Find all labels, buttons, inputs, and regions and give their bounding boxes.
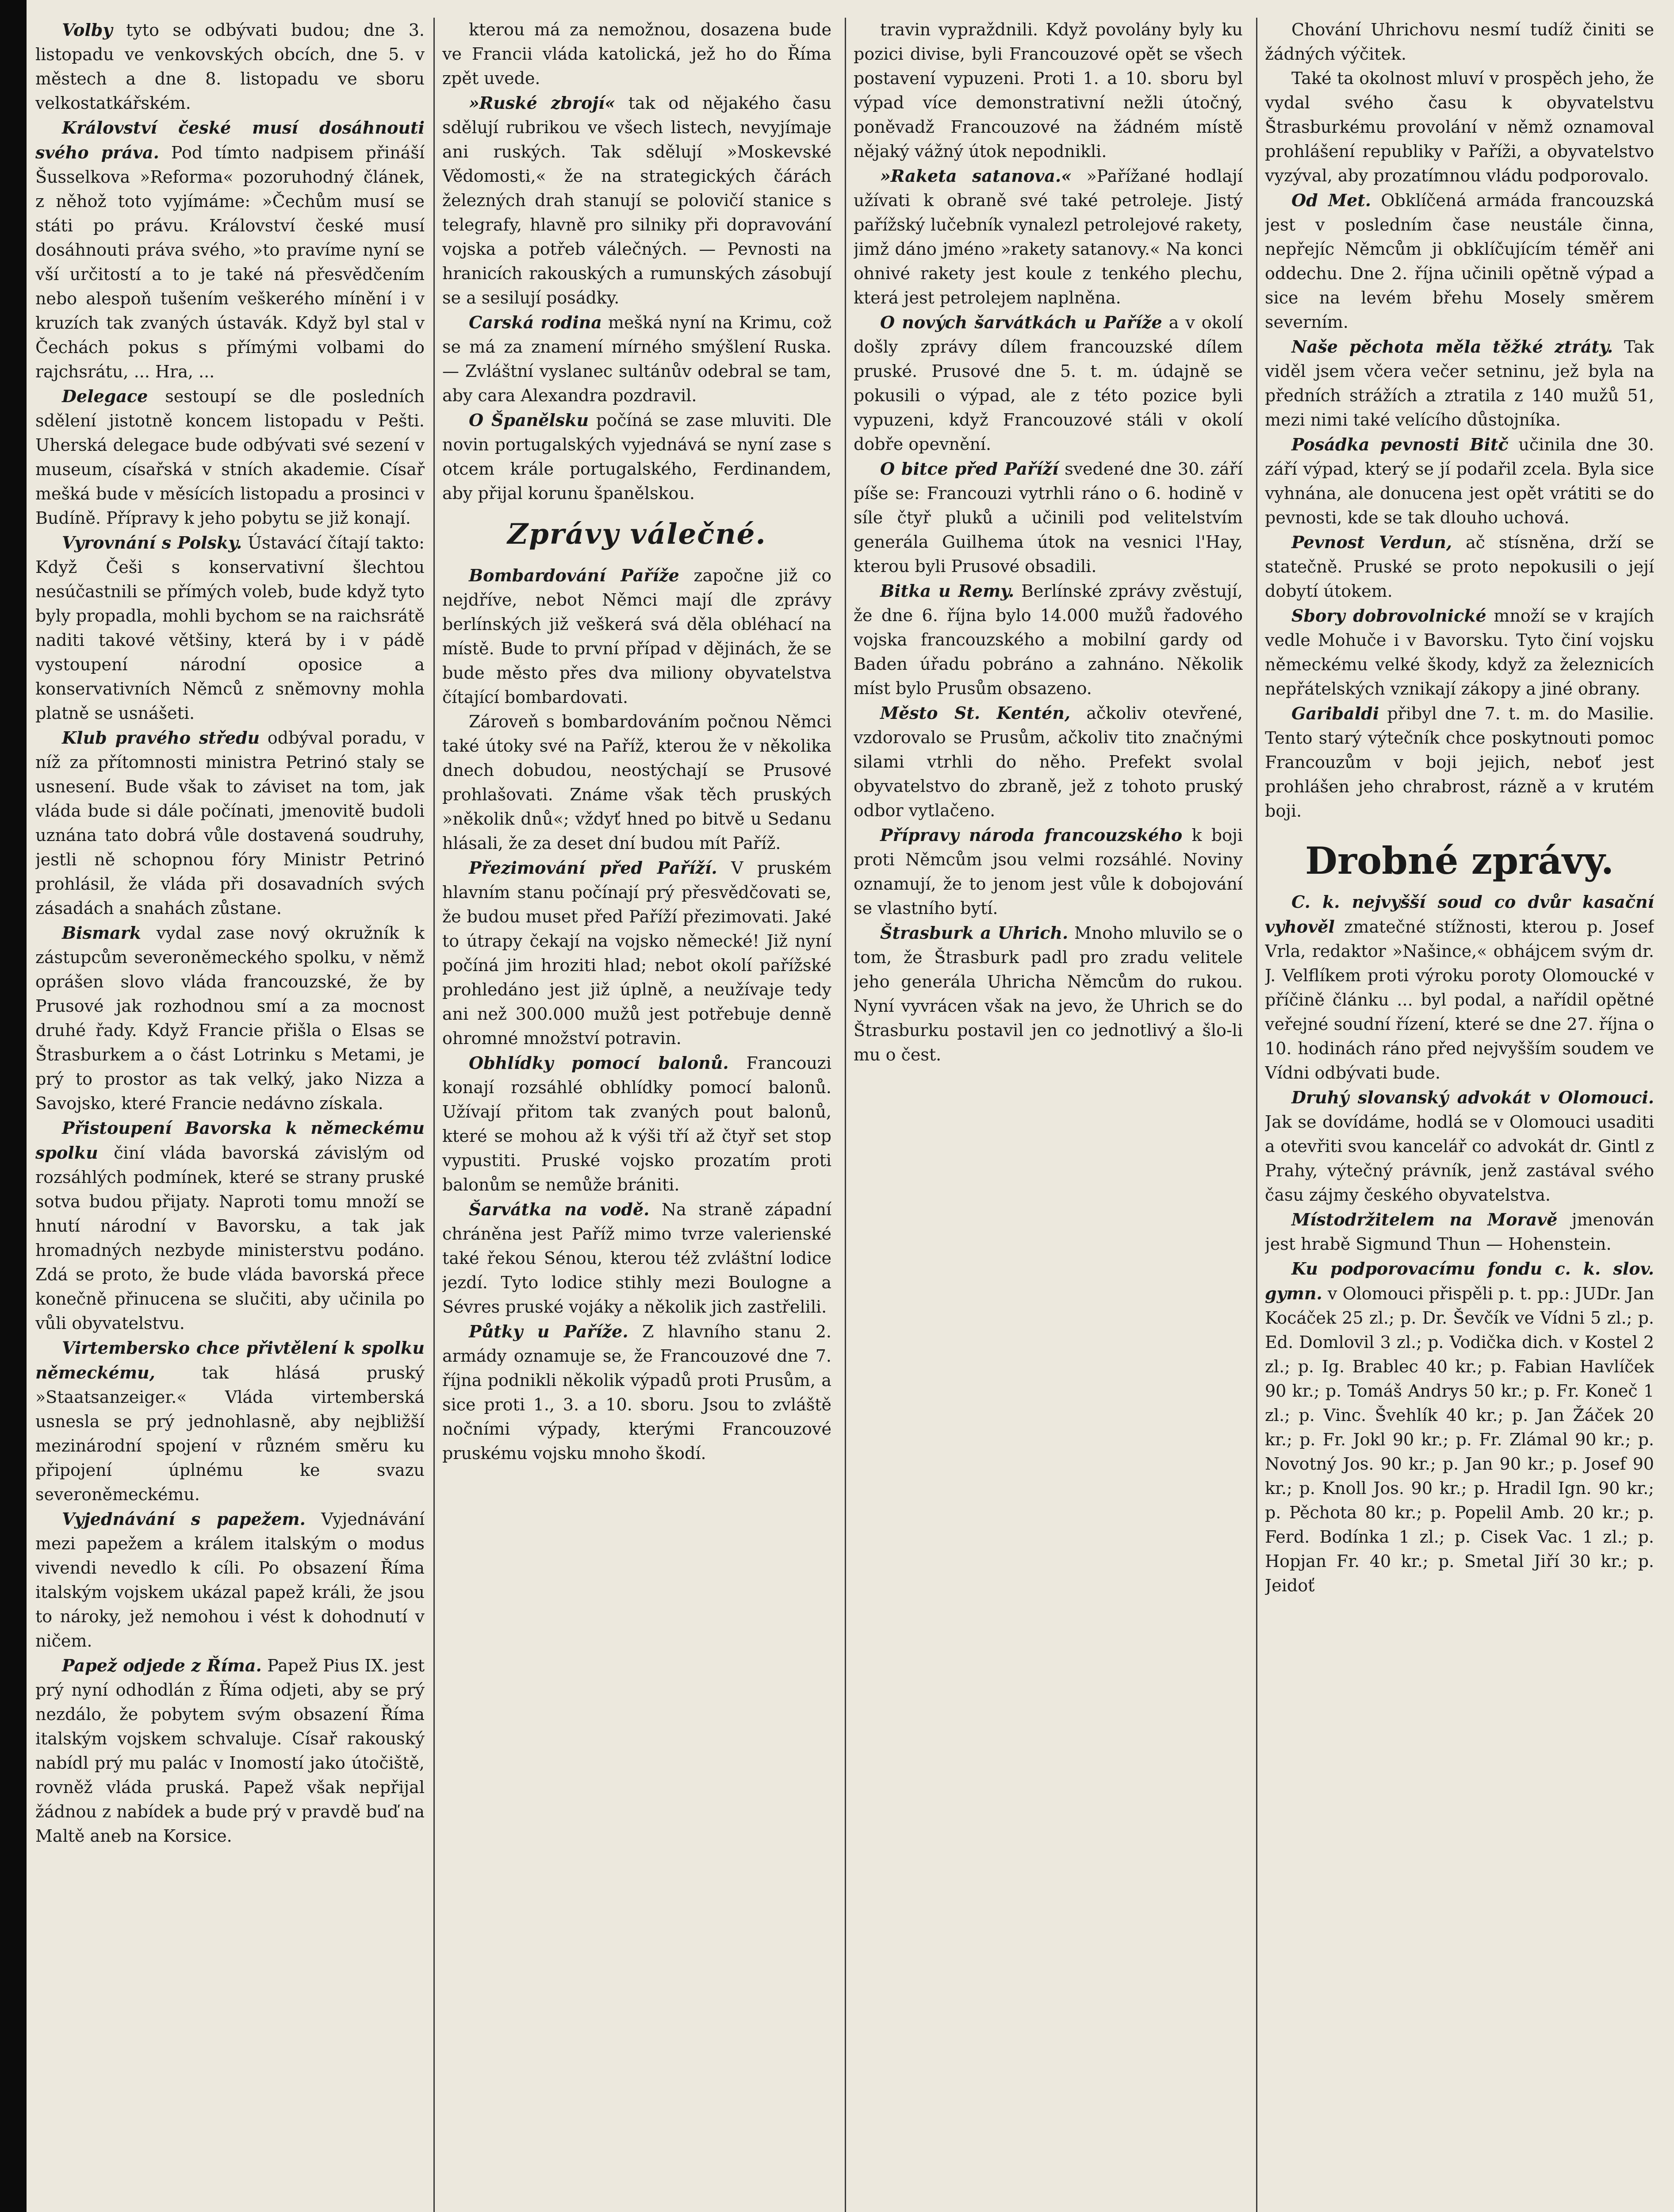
article-text: Z hlavního stanu 2. armády oznamuje se, že Francouzové dne 7. října podnikli několik výpadů proti Prusům, a sice proti 1., 3. a 10. sboru. Jsou to zvláště nočními výpady, kterými Francouzové pruskému vojsku mnoho škodí. xyxy=(442,1322,831,1463)
article-paragraph xyxy=(35,1336,425,1507)
article-paragraph xyxy=(35,1116,425,1336)
article-text: zmatečné stížnosti, kterou p. Josef Vrla, redaktor »Našince,« obhájcem svým dr. J. Velflíkem proti výroku poroty Olomoucké v příčině článku ... byl podal, a nařídil opětné veřejné soudní řízení, které se dne 27. října o 10. hodinách ráno před nejvyšším soudem ve Vídni odbývati bude. xyxy=(1265,917,1654,1083)
article-text: odbýval poradu, v níž za přítomnosti ministra Petrinó staly se usnesení. Bude však to záviset na tom, jak vláda bude si dále počínati, jmenovitě budoli uznána tato dobrá vůle dostavená soudruhy, jestli ně schopnou fóry Ministr Petrinó prohlásil, že vláda při dosavadních svých zásadách a snahách zůstane. xyxy=(35,728,425,918)
article-text: činí vláda bavorská závislým od rozsáhlých podmínek, které se strany pruské sotva budou přijaty. Naproti tomu množí se hnutí národní v Bavorsku, a tak jak hromadných nezbyde ministerstvu podáno. Zdá se proto, že bude vláda bavorská přece konečně přinucena se slučiti, aby učinila po vůli obyvatelstvu. xyxy=(35,1143,425,1333)
article-paragraph xyxy=(442,710,831,856)
article-paragraph xyxy=(442,1197,831,1319)
article-lead: Delegace xyxy=(62,386,148,406)
article-paragraph xyxy=(442,856,831,1051)
article-paragraph xyxy=(442,18,831,91)
article-lead: O bitce před Paříží xyxy=(880,459,1059,479)
article-paragraph xyxy=(442,1319,831,1466)
article-lead: Šarvátka na vodě. xyxy=(469,1199,650,1219)
section-heading: Drobné zprávy. xyxy=(1305,839,1614,883)
article-paragraph xyxy=(35,530,425,726)
article-paragraph xyxy=(1265,334,1654,432)
article-lead: Posádka pevnosti Bitč xyxy=(1291,434,1509,454)
article-text: počíná se zase mluviti. Dle novin portugalských vyjednává se nyní zase s otcem krále portugalského, Ferdinandem, aby přijal korunu španělskou. xyxy=(442,411,831,503)
article-text: Papež Pius IX. jest prý nyní odhodlán z Říma odjeti, aby se prý nezdálo, že pobytem svým obsazení Říma italským vojskem schvaluje. Císař rakouský nabídl prý mu palác v Inomostí jako útočiště, rovněž vláda pruská. Papež však nepřijal žádnou z nabídek a bude prý v pravdě buď na Maltě aneb na Korsice. xyxy=(35,1656,425,1846)
article-lead: Druhý slovanský advokát v Olomouci. xyxy=(1291,1087,1654,1107)
article-paragraph xyxy=(854,701,1243,823)
article-text: množí se v krajích vedle Mohuče i v Bavorsku. Tyto činí vojsku německému velké škody, když za železnicích nepřátelských vznikají zákopy a jiné obrany. xyxy=(1265,606,1654,699)
article-text: ačkoliv otevřené, vzdorovalo se Prusům, ačkoliv tito značnými silami vtrhli do něho. Prefekt svolal obyvatelstvo do zbraně, jež z tohoto pruský odbor vytlačeno. xyxy=(854,703,1243,820)
article-paragraph xyxy=(1265,603,1654,701)
article-text: jmenován jest hrabě Sigmund Thun — Hohenstein. xyxy=(1265,1210,1654,1254)
article-lead: C. k. nejvyšší soud co dvůr kasační vyhověl xyxy=(1265,892,1654,937)
article-lead: O nových šarvátkách u Paříže xyxy=(880,312,1162,332)
article-text: kterou má za nemožnou, dosazena bude ve Francii vláda katolická, jež ho do Říma zpět uvede. xyxy=(442,20,831,88)
column-rule xyxy=(1256,18,1257,2212)
article-lead: Virtembersko chce přivtělení k spolku německému, xyxy=(35,1338,425,1382)
section-heading: Zprávy válečné. xyxy=(507,518,766,551)
article-text: Chování Uhrichovu nesmí tudíž činiti se žádných výčitek. xyxy=(1265,20,1654,64)
article-paragraph xyxy=(854,457,1243,579)
column-rule xyxy=(845,18,846,2212)
article-paragraph xyxy=(1265,188,1654,334)
article-text: vydal zase nový okružník k zástupcům severoněmeckého spolku, v němž oprášen slovo vláda francouzské, že by Prusové jak rozhodnou smí a za mocnost druhé řady. Když Francie přišla o Elsas se Štrasburkem a o část Lotrinku s Metami, je prý to prostor as tak velký, jako Nizza a Savojsko, které Francie nedávno získala. xyxy=(35,923,425,1113)
article-text: učinila dne 30. září výpad, který se jí podařil zcela. Byla sice vyhnána, ale donucena jest opět vrátiti se do pevnosti, kde se tak dlouho uchová. xyxy=(1265,435,1654,527)
article-paragraph xyxy=(35,1653,425,1848)
article-lead: Město St. Kentén, xyxy=(880,703,1071,723)
article-paragraph xyxy=(1265,1207,1654,1256)
article-paragraph xyxy=(1265,66,1654,188)
article-lead: Klub pravého středu xyxy=(62,728,260,748)
article-paragraph xyxy=(854,18,1243,164)
article-text: ač stísněna, drží se statečně. Pruské se proto nepokusili o její dobytí útokem. xyxy=(1265,533,1654,601)
article-lead: Naše pěchota měla těžké ztráty. xyxy=(1291,337,1613,357)
article-paragraph xyxy=(35,921,425,1116)
article-lead: Ku podporovacímu fondu c. k. slov. gymn. xyxy=(1265,1259,1654,1303)
article-paragraph xyxy=(1265,18,1654,66)
article-text: Zároveň s bombardováním počnou Němci také útoky své na Paříž, kterou že v několika dnech dobudou, neostýchají se Prusové prohlašovati. Známe však těch pruských »několik dnů«; vždyť hned po bitvě u Sedanu hlásali, že za deset dní budou mít Paříž. xyxy=(442,712,831,853)
article-text: Obklíčená armáda francouzská jest v posledním čase neustále činna, nepřejíc Němcům ji obklíčujícím téměř ani oddechu. Dne 2. října učinili opětně výpad a sice na levém břehu Mosely směrem severním. xyxy=(1265,191,1654,332)
article-text: Mnoho mluvilo se o tom, že Štrasburk padl pro zradu velitele jeho generála Uhricha Němcům do rukou. Nyní vyvrácen však na jevo, že Uhrich se do Štrasburku postavil jen co jednotlivý a šlo-li mu o čest. xyxy=(854,923,1243,1064)
article-paragraph xyxy=(854,164,1243,310)
article-text: tak hlásá pruský »Staatsanzeiger.« Vláda virtemberská usnesla se prý jednohlasně, aby nejbližší mezinárodní spojení v různém směru ku připojení úplnému ke svazu severoněmeckému. xyxy=(35,1363,425,1504)
article-lead: Sbory dobrovolnické xyxy=(1291,606,1486,626)
article-lead: Království české musí dosáhnouti svého práva. xyxy=(35,118,425,162)
article-paragraph xyxy=(854,579,1243,701)
article-lead: Přípravy národa francouzského xyxy=(880,825,1183,845)
article-paragraph xyxy=(854,921,1243,1067)
article-text: tak od nějakého času sdělují rubrikou ve všech listech, nevyjímaje ani ruských. Tak sdělují »Moskevské Vědomosti,« že na strategických čárách železných drah stanují se polovičí stanice s telegrafy, hlavně pro silniky při dopravování vojska a potřeb válečných. — Pevnosti na hranicích rakouských a rumunských zásobují se a sesilují posádky. xyxy=(442,93,831,307)
article-lead: Carská rodina xyxy=(469,312,602,332)
article-paragraph xyxy=(1265,701,1654,823)
article-text: Také ta okolnost mluví v prospěch jeho, že vydal svého času k obyvatelstvu Štrasburkému provolání v němž oznamoval prohlášení republiky v Paříži, a obyvatelstvo vyzýval, aby prozatímnou vládu podporovalo. xyxy=(1265,69,1654,185)
article-paragraph xyxy=(1265,432,1654,530)
article-lead: Bombardování Paříže xyxy=(469,565,679,585)
column-3 xyxy=(854,18,1243,2212)
article-text: sestoupí se dle posledních sdělení jistotně koncem listopadu v Pešti. Uherská delegace bude odbývati své sezení v museum, císařská v stních akademie. Císař mešká bude v měsících listopadu a prosinci v Budíně. Přípravy k jeho pobytu se již konají. xyxy=(35,387,425,528)
article-lead: Volby xyxy=(62,20,113,40)
article-text: tyto se odbývati budou; dne 3. listopadu ve venkovských obcích, dne 5. v městech a dne 8. listopadu ve sboru velkostatkářském. xyxy=(35,20,425,113)
article-paragraph xyxy=(442,310,831,408)
article-lead: Garibaldi xyxy=(1291,703,1379,723)
article-text: Vyjednávání mezi papežem a králem italským o modus vivendi nevedlo k cíli. Po obsazení Říma italským vojskem ukázal papež králi, že jsou to nároky, jež nemohou i vést k dohodnutí v ničem. xyxy=(35,1509,425,1651)
article-text: Jak se dovídáme, hodlá se v Olomouci usaditi a otevřiti svou kancelář co advokát dr. Gintl z Prahy, výtečný právník, jenž zastával svého času zájmy českého obyvatelstva. xyxy=(1265,1112,1654,1205)
article-lead: Přezimování před Paříží. xyxy=(469,858,717,878)
article-paragraph xyxy=(35,384,425,530)
article-lead: Od Met. xyxy=(1291,190,1371,210)
article-lead: Vyrovnání s Polsky. xyxy=(62,533,242,553)
article-text: svedené dne 30. září píše se: Francouzi vytrhli ráno o 6. hodině v síle čtyř pluků a učinili pod velitelstvím generála Guilhema útok na vesnici l'Hay, kterou byli Prusové obsadili. xyxy=(854,459,1243,576)
article-text: Pod tímto nadpisem přináší Šusselkova »Reforma« pozoruhodný článek, z něhož toto vyjímáme: »Čechům musí se státi po právu. Království české musí dosáhnouti práva svého, »to pravíme nyní se vší určitostí a to je také ná přesvědčením nebo alespoň tušením veškerého mínění i v kruzích tak zvaných ústavák. Když byl stal v Čechách pokus s přímými volbami do rajchsrátu, ... Hra, ... xyxy=(35,143,425,381)
article-text: přibyl dne 7. t. m. do Masilie. Tento starý výtečník chce poskytnouti pomoc Francouzům v boji jejich, neboť jest prohlášen jeho chrabrost, rázně a v krutém boji. xyxy=(1265,704,1654,821)
article-paragraph xyxy=(854,310,1243,457)
article-lead: Půtky u Paříže. xyxy=(469,1321,628,1341)
article-text: Berlínské zprávy zvěstují, že dne 6. října bylo 14.000 mužů řadového vojska francouzského a mobilní gardy od Baden úřadu pobráno a zahnáno. Několik míst bylo Prusům obsazeno. xyxy=(854,581,1243,698)
article-text: travin vypraždnili. Když povolány byly ku pozici divise, byli Francouzové opět se všech postavení vypuzeni. Proti 1. a 10. sboru byl výpad více demonstrativní nežli útočný, poněvadž Francouzové na žádném místě nějaký vážný útok nepodnikli. xyxy=(854,20,1243,161)
column-4 xyxy=(1265,18,1654,2212)
article-paragraph xyxy=(1265,530,1654,603)
column-rule xyxy=(433,18,435,2212)
article-lead: O Španělsku xyxy=(469,410,589,430)
article-paragraph xyxy=(1265,1256,1654,1598)
article-paragraph xyxy=(35,18,425,115)
scan-edge xyxy=(0,0,27,2212)
article-paragraph xyxy=(35,1507,425,1653)
article-lead: Místodržitelem na Moravě xyxy=(1291,1210,1558,1229)
article-paragraph xyxy=(35,726,425,921)
article-text: Na straně západní chráněna jest Paříž mimo tvrze valerienské také řekou Sénou, kterou též zvláštní lodice jezdí. Tyto lodice stihly mezi Boulogne a Sévres pruské vojáky a několik jich zastřelili. xyxy=(442,1200,831,1317)
article-text: »Pařížané hodlají užívati k obraně své také petroleje. Jistý pařížský lučebník vynalezl petrolejové rakety, jimž dáno jméno »rakety satanovy.« Na konci ohnivé rakety jest koule z tenkého plechu, která jest petrolejem naplněna. xyxy=(854,166,1243,307)
column-1 xyxy=(35,18,425,2212)
article-lead: Pevnost Verdun, xyxy=(1291,532,1452,552)
article-text: Tak viděl jsem včera večer setninu, jež byla na předních strážích a ztratila z 140 mužů 51, mezi nimi také velícího důstojníka. xyxy=(1265,337,1654,430)
article-paragraph xyxy=(1265,1085,1654,1207)
article-paragraph xyxy=(442,408,831,506)
article-lead: Bismark xyxy=(62,923,142,943)
article-lead: Přistoupení Bavorska k německému spolku xyxy=(35,1118,425,1163)
article-text: mešká nyní na Krimu, což se má za znamení mírného smýšlení Ruska. — Zvláštní vyslanec sultánův odebral se tam, aby cara Alexandra pozdravil. xyxy=(442,313,831,405)
article-paragraph xyxy=(35,115,425,384)
article-text: a v okolí došly zprávy dílem francouzské dílem pruské. Prusové dne 5. t. m. údajně se pokusili o výpad, ale z této pozice byli vypuzeni, když Francouzové stáli v okolí dobře opevnění. xyxy=(854,313,1243,454)
article-lead: Papež odjede z Říma. xyxy=(62,1655,262,1675)
article-lead: Bitka u Remy. xyxy=(880,581,1015,601)
article-text: Francouzi konají rozsáhlé obhlídky pomocí balonů. Užívají přitom tak zvaných pout balonů, které se mohou až k výši tří až čtyř set stop vypustiti. Pruské vojsko prozatím proti balonům se nemůže brániti. xyxy=(442,1053,831,1194)
column-2 xyxy=(442,18,831,2212)
article-text: k boji proti Němcům jsou velmi rozsáhlé. Noviny oznamují, že to jenom jest vůle k dobojování se vlastního bytí. xyxy=(854,826,1243,918)
article-paragraph xyxy=(854,823,1243,921)
article-lead: Obhlídky pomocí balonů. xyxy=(469,1053,729,1073)
article-paragraph xyxy=(1265,890,1654,1085)
article-lead: Štrasburk a Uhrich. xyxy=(880,923,1069,943)
article-paragraph xyxy=(442,91,831,310)
article-lead: Vyjednávání s papežem. xyxy=(62,1509,306,1529)
article-text: Ústavácí čítají takto: Když Češi s konservativní šlechtou nesúčastnili se přímých voleb, bude když tyto byly propadla, mohli bychom se na raichsrátě naditi takové většiny, která by i v pádě vystoupení národní oposice a konservativních Němců z sněmovny mohla platně se usnášeti. xyxy=(35,533,425,723)
article-lead: »Ruské zbrojí« xyxy=(469,93,616,113)
article-text: V pruském hlavním stanu počínají prý přesvědčovati se, že budou muset před Paříží přezimovati. Jaké to útrapy čekají na vojsko německé! Již nyní počíná jim hroziti hlad; nebot okolí pařížské prohledáno jest již úplně, a neužívaje tedy ani než 300.000 mužů jest potřebuje denně ohromné množství potravin. xyxy=(442,858,831,1048)
article-text: započne již co nejdříve, nebot Němci mají dle zprávy berlínských již veškerá svá děla obléhací na místě. Bude to první případ v dějinách, že se bude město přes dva miliony obyvatelstva čítající bombardovati. xyxy=(442,566,831,707)
article-lead: »Raketa satanova.« xyxy=(880,166,1072,186)
article-text: v Olomouci přispěli p. t. pp.: JUDr. Jan Kocáček 25 zl.; p. Dr. Ševčík ve Vídni 5 zl.; p. Ed. Domlovil 3 zl.; p. Vodička dich. v Kostel 2 zl.; p. Ig. Brablec 40 kr.; p. Fabian Havlíček 90 kr.; p. Tomáš Andrys 50 kr.; p. Fr. Koneč 1 zl.; p. Vinc. Švehlík 40 kr.; p. Jan Žáček 20 kr.; p. Fr. Jokl 90 kr.; p. Fr. Zlámal 90 kr.; p. Novotný Jos. 90 kr.; p. Jan 90 kr.; p. Josef 90 kr.; p. Knoll Jos. 90 kr.; p. Hradil Ign. 90 kr.; p. Pěchota 80 kr.; p. Popelil Amb. 20 kr.; p. Ferd. Bodínka 1 zl.; p. Cisek Vac. 1 zl.; p. Hopjan Fr. 40 kr.; p. Smetal Jiří 30 kr.; p. Jeidoť xyxy=(1265,1284,1654,1595)
article-paragraph xyxy=(442,563,831,710)
article-paragraph xyxy=(442,1051,831,1197)
